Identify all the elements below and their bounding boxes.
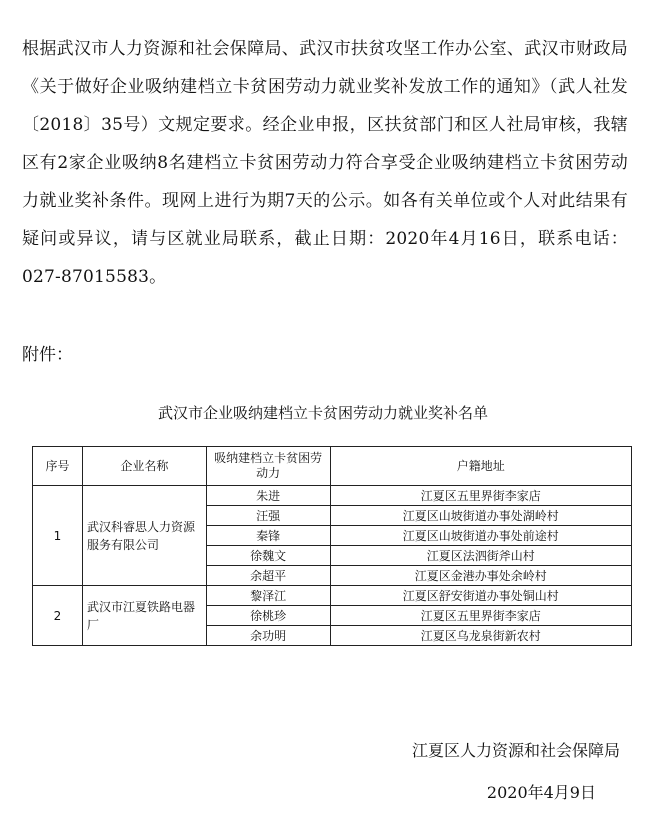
seq-cell: 1	[33, 486, 83, 586]
table-row	[33, 486, 632, 506]
worker-address: 江夏区金港办事处余岭村	[330, 566, 631, 586]
notice-body: 根据武汉市人力资源和社会保障局、武汉市扶贫攻坚工作办公室、武汉市财政局《关于做好企业吸纳建档立卡贫困劳动力就业奖补发放工作的通知》（武人社发〔2018〕35号）文规定要求。经企业申报，区扶贫部门和区人社局审核，我辖区有2家企业吸纳8名建档立卡贫困劳动力符合享受企业吸纳建档立卡贫困劳动力就业奖补条件。现网上进行为期7天的公示。如各有关单位或个人对此结果有疑问或异议，请与区就业局联系，截止日期：2020年4月16日，联系电话：027-87015583。	[22, 39, 628, 287]
worker-name: 余功明	[206, 626, 330, 646]
company-cell: 武汉市江夏铁路电器厂	[82, 586, 206, 646]
worker-name: 朱进	[206, 486, 330, 506]
worker-address: 江夏区五里界街李家店	[330, 606, 631, 626]
worker-name: 徐魏文	[206, 546, 330, 566]
header-company: 企业名称	[82, 447, 206, 486]
worker-address: 江夏区山坡街道办事处湖岭村	[330, 506, 631, 526]
worker-address: 江夏区舒安街道办事处铜山村	[330, 586, 631, 606]
worker-address: 江夏区法泗街斧山村	[330, 546, 631, 566]
header-address: 户籍地址	[330, 447, 631, 486]
attachment-label: 附件：	[22, 345, 73, 365]
header-seq: 序号	[33, 447, 83, 486]
issue-date: 2020年4月9日	[486, 783, 596, 802]
table-title: 武汉市企业吸纳建档立卡贫困劳动力就业奖补名单	[157, 404, 488, 422]
company-cell: 武汉科睿思人力资源服务有限公司	[82, 486, 206, 586]
worker-address: 江夏区乌龙泉街新农村	[330, 626, 631, 646]
signature: 江夏区人力资源和社会保障局	[411, 741, 620, 760]
worker-name: 余超平	[206, 566, 330, 586]
table-row	[33, 586, 632, 606]
header-worker: 吸纳建档立卡贫困劳动力	[206, 447, 330, 486]
table-header-row	[33, 447, 632, 486]
subsidy-table	[32, 446, 632, 646]
worker-name: 徐桃珍	[206, 606, 330, 626]
worker-name: 秦锋	[206, 526, 330, 546]
seq-cell: 2	[33, 586, 83, 646]
worker-address: 江夏区五里界街李家店	[330, 486, 631, 506]
worker-name: 汪强	[206, 506, 330, 526]
worker-name: 黎泽江	[206, 586, 330, 606]
worker-address: 江夏区山坡街道办事处前途村	[330, 526, 631, 546]
